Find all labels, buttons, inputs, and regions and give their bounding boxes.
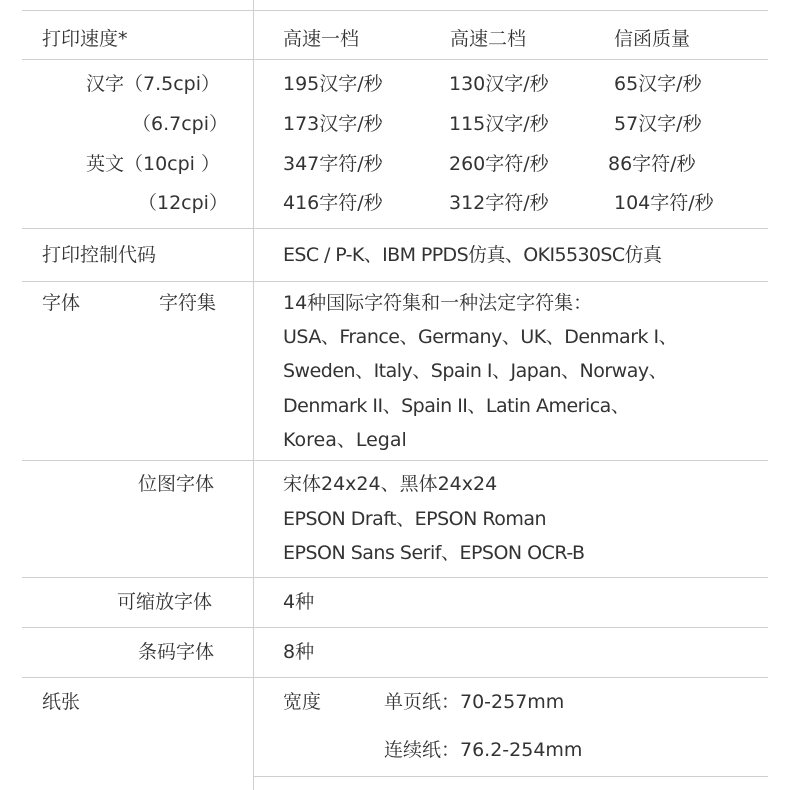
- charset-label: 字符集: [159, 292, 217, 314]
- bitmap-font-line: 宋体24x24、黑体24x24: [283, 473, 498, 495]
- speed-cell: 173汉字/秒: [283, 113, 383, 135]
- speed-cell: 260字符/秒: [449, 153, 549, 175]
- bitmap-font-line: EPSON Draft、EPSON Roman: [283, 508, 547, 530]
- speed-cell: 347字符/秒: [283, 153, 383, 175]
- speed-header-letter: 信函质量: [614, 28, 691, 50]
- charset-line: 14种国际字符集和一种法定字符集：: [283, 292, 593, 314]
- row-divider: [22, 228, 768, 229]
- speed-row-label: （6.7cpi）: [132, 113, 229, 135]
- row-divider: [22, 281, 768, 282]
- font-label: 字体: [42, 292, 81, 314]
- speed-cell: 130汉字/秒: [449, 73, 549, 95]
- barcode-font-label: 条码字体: [138, 641, 215, 663]
- charset-line: USA、France、Germany、UK、Denmark I、: [283, 326, 678, 348]
- row-divider: [22, 460, 768, 461]
- row-divider: [253, 776, 768, 777]
- scalable-font-value: 4种: [283, 591, 315, 613]
- speed-header-high-1: 高速一档: [283, 28, 360, 50]
- control-code-label: 打印控制代码: [42, 244, 157, 266]
- print-speed-label: 打印速度*: [42, 28, 128, 50]
- row-divider: [22, 10, 768, 11]
- row-divider: [22, 59, 768, 60]
- scalable-font-label: 可缩放字体: [117, 591, 213, 613]
- row-divider: [22, 677, 768, 678]
- speed-row-label: 英文（10cpi ）: [86, 153, 221, 175]
- paper-width-label: 宽度: [283, 691, 322, 713]
- speed-cell: 86字符/秒: [608, 153, 696, 175]
- speed-cell: 195汉字/秒: [283, 73, 383, 95]
- paper-single-sheet: 单页纸：70-257mm: [384, 691, 565, 713]
- speed-header-high-2: 高速二档: [450, 28, 527, 50]
- speed-cell: 115汉字/秒: [449, 113, 549, 135]
- speed-cell: 57汉字/秒: [614, 113, 702, 135]
- speed-row-label: 汉字（7.5cpi）: [86, 73, 221, 95]
- charset-line: Denmark II、Spain II、Latin America、: [283, 395, 630, 417]
- speed-cell: 416字符/秒: [283, 192, 383, 214]
- speed-cell: 65汉字/秒: [614, 73, 702, 95]
- control-code-value: ESC / P-K、IBM PPDS仿真、OKI5530SC仿真: [283, 244, 662, 266]
- barcode-font-value: 8种: [283, 641, 315, 663]
- speed-cell: 312字符/秒: [449, 192, 549, 214]
- bitmap-font-line: EPSON Sans Serif、EPSON OCR-B: [283, 542, 585, 564]
- column-divider: [253, 0, 254, 790]
- row-divider: [22, 577, 768, 578]
- paper-label: 纸张: [42, 691, 81, 713]
- row-divider: [22, 627, 768, 628]
- charset-line: Sweden、Italy、Spain I、Japan、Norway、: [283, 360, 668, 382]
- bitmap-font-label: 位图字体: [138, 473, 215, 495]
- speed-cell: 104字符/秒: [614, 192, 714, 214]
- speed-row-label: （12cpi）: [138, 192, 228, 214]
- charset-line: Korea、Legal: [283, 429, 407, 451]
- paper-continuous: 连续纸：76.2-254mm: [384, 739, 583, 761]
